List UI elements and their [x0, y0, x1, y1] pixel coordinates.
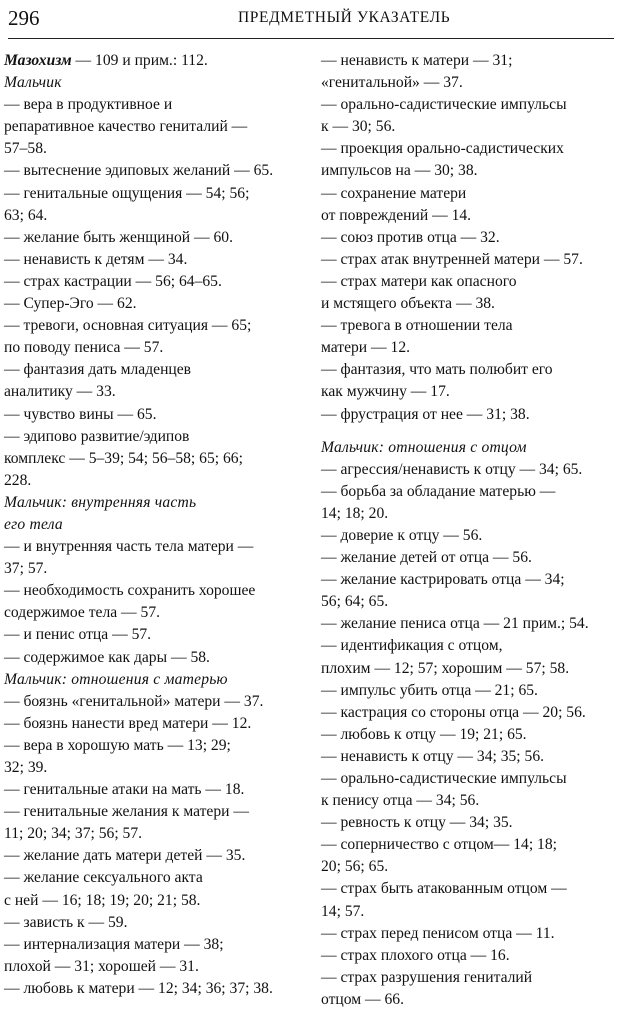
- index-subheading: Мальчик: внутренняя часть: [4, 493, 197, 511]
- index-entry-line: — интернализация матери — 38;: [4, 935, 224, 953]
- index-entry-line: — страх перед пенисом отца — 11.: [321, 924, 555, 942]
- index-entry-line: 57–58.: [4, 140, 47, 158]
- index-entry-line: — страх разрушения гениталий: [321, 968, 533, 986]
- index-entry-line: — вера в продуктивное и: [4, 96, 173, 114]
- index-entry-line: — страх плохого отца — 16.: [321, 946, 510, 964]
- index-entry-line: — ненависть к детям — 34.: [4, 250, 188, 268]
- index-entry-line: — боязнь «генитальной» матери — 37.: [4, 692, 264, 710]
- index-entry-line: 37; 57.: [4, 560, 48, 578]
- index-entry-line: — идентификация с отцом,: [321, 637, 503, 655]
- index-entry-line: комплекс — 5–39; 54; 56–58; 65; 66;: [4, 449, 243, 467]
- index-entry-line: — страх кастрации — 56; 64–65.: [4, 272, 222, 290]
- index-entry-line: отцом — 66.: [321, 990, 405, 1008]
- page-number: 296: [8, 6, 40, 30]
- index-entry-line: 14; 57.: [321, 902, 365, 920]
- index-entry-line: — фрустрация от нее — 31; 38.: [321, 405, 530, 423]
- index-entry-line: как мужчину — 17.: [321, 383, 450, 401]
- running-title: ПРЕДМЕТНЫЙ УКАЗАТЕЛЬ: [238, 9, 451, 26]
- index-entry-line: — сохранение матери: [321, 184, 467, 202]
- index-entry-line: — проекция орально-садистических: [321, 140, 564, 158]
- index-entry-line: — любовь к отцу — 19; 21; 65.: [321, 725, 527, 743]
- index-subheading: Мальчик: отношения с матерью: [4, 670, 228, 688]
- index-subheading: Мальчик: отношения с отцом: [321, 438, 527, 456]
- index-entry-line: [4, 50, 302, 72]
- index-entry-line: к пенису отца — 34; 56.: [321, 792, 480, 810]
- index-entry-line: — необходимость сохранить хорошее: [4, 582, 256, 600]
- index-entry-line: — тревога в отношении тела: [321, 317, 513, 335]
- index-entry-line: — зависть к — 59.: [4, 913, 128, 931]
- index-entry-line: — генитальные атаки на мать — 18.: [4, 781, 245, 799]
- index-entry-line: — союз против отца — 32.: [321, 228, 500, 246]
- index-entry-line: — фантазия дать младенцев: [4, 361, 192, 379]
- index-entry-line: 63; 64.: [4, 206, 48, 224]
- index-entry-line: — генитальные желания к матери —: [4, 803, 249, 821]
- index-entry-line: — ненависть к отцу — 34; 35; 56.: [321, 747, 545, 765]
- index-entry-line: — содержимое как дары — 58.: [4, 648, 210, 666]
- index-entry-line: плохой — 31; хорошей — 31.: [4, 957, 199, 975]
- index-entry-line: по поводу пениса — 57.: [4, 339, 164, 357]
- index-entry-line: — доверие к отцу — 56.: [321, 526, 483, 544]
- index-entry-line: репаративное качество гениталий —: [4, 118, 248, 136]
- index-entry-line: — страх быть атакованным отцом —: [321, 880, 567, 898]
- index-entry-line: «генитальной» — 37.: [321, 74, 463, 92]
- index-column-right: [321, 50, 618, 1011]
- index-entry-line: — соперничество с отцом— 14; 18;: [321, 836, 557, 854]
- index-entry-line: аналитику — 33.: [4, 383, 116, 401]
- index-entry-line: — и внутренняя часть тела матери —: [4, 538, 254, 556]
- index-subheading: Мальчик: [4, 74, 62, 92]
- index-entry-line: 32; 39.: [4, 759, 48, 776]
- index-entry-line: и мстящего объекта — 38.: [321, 295, 495, 313]
- index-entry-line: — желание сексуального акта: [4, 869, 203, 887]
- index-entry-line: — желание дать матери детей — 35.: [4, 847, 246, 865]
- index-entry-line: — боязнь нанести вред матери — 12.: [4, 714, 252, 732]
- index-entry-line: — и пенис отца — 57.: [4, 626, 152, 644]
- index-term-bold: Мазохизм: [4, 52, 72, 69]
- index-entry-line: с ней — 16; 18; 19; 20; 21; 58.: [4, 891, 201, 909]
- index-entry-line: матери — 12.: [321, 339, 411, 357]
- index-entry-line: — импульс убить отца — 21; 65.: [321, 681, 538, 699]
- index-entry-line: — желание быть женщиной — 60.: [4, 228, 233, 246]
- index-entry-line: от повреждений — 14.: [321, 206, 472, 224]
- index-entry-line: — желание детей от отца — 56.: [321, 549, 532, 567]
- index-subheading: его тела: [4, 515, 63, 533]
- index-entry-line: — тревоги, основная ситуация — 65;: [4, 317, 252, 335]
- index-entry-line: 56; 64; 65.: [321, 593, 389, 611]
- index-entry-line: — борьба за обладание матерью —: [321, 482, 556, 500]
- index-entry-line: к — 30; 56.: [321, 118, 396, 136]
- index-entry-line: — вера в хорошую мать — 13; 29;: [4, 736, 231, 754]
- index-entry-line: 20; 56; 65.: [321, 858, 389, 876]
- index-entry-line: — орально-садистические импульсы: [321, 96, 567, 114]
- index-entry-line: 228.: [4, 471, 32, 489]
- index-entry-line: — Супер-Эго — 62.: [4, 295, 137, 313]
- index-entry-line: — ревность к отцу — 34; 35.: [321, 814, 513, 832]
- index-entry-line: — желание кастрировать отца — 34;: [321, 571, 565, 589]
- index-entry-line: — любовь к матери — 12; 34; 36; 37; 38.: [4, 979, 273, 997]
- index-entry-line: — кастрация со стороны отца — 20; 56.: [321, 703, 586, 721]
- index-entry-line: — чувство вины — 65.: [4, 405, 157, 423]
- index-entry-line: 11; 20; 34; 37; 56; 57.: [4, 825, 143, 843]
- index-entry-line: — эдипово развитие/эдипов: [4, 427, 190, 445]
- index-entry-line: — страх матери как опасного: [321, 272, 517, 290]
- index-entry-line: — желание пениса отца — 21 прим.; 54.: [321, 615, 589, 633]
- index-entry-line: — агрессия/ненависть к отцу — 34; 65.: [321, 460, 583, 478]
- index-entry-line: плохим — 12; 57; хорошим — 57; 58.: [321, 659, 570, 677]
- index-entry-line: — ненависть к матери — 31;: [321, 52, 513, 69]
- index-column-left: [4, 50, 302, 1000]
- index-entry-line: содержимое тела — 57.: [4, 604, 161, 622]
- index-entry-line: — вытеснение эдиповых желаний — 65.: [4, 162, 274, 180]
- index-entry-line: — генитальные ощущения — 54; 56;: [4, 184, 250, 202]
- index-entry-line: — страх атак внутренней матери — 57.: [321, 250, 583, 268]
- index-entry-text: — 109 и прим.: 112.: [71, 52, 208, 69]
- index-entry-line: — фантазия, что мать полюбит его: [321, 361, 553, 379]
- index-entry-line: — орально-садистические импульсы: [321, 770, 567, 787]
- page-header: [8, 2, 614, 39]
- index-entry-line: 14; 18; 20.: [321, 504, 389, 522]
- index-entry-line: импульсов на — 30; 38.: [321, 162, 478, 180]
